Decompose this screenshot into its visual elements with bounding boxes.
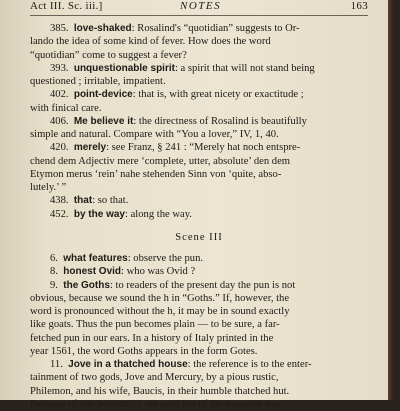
note-entry (30, 22, 368, 62)
note-line (30, 194, 368, 207)
note-lemma: the Goths (63, 279, 110, 291)
page-edge (388, 0, 394, 400)
note-number: 420. (50, 142, 74, 154)
note-line: chend dem Adjectiv mere ‘complete, utter, absolute’ den dem (30, 155, 291, 167)
note-line: lutely.’ ” (30, 182, 67, 193)
note-text: : the reference is to the enter- (187, 359, 312, 370)
note-line: tainment of two gods, Jove and Mercury, by a pious rustic, (30, 372, 279, 384)
note-text: : so that. (92, 195, 129, 207)
note-lemma: Me believe it (73, 115, 134, 127)
note-line (30, 208, 368, 221)
note-line: questioned ; irritable, impatient. (30, 76, 166, 87)
note-entry (30, 115, 368, 142)
note-line: like goats. Thus the pun becomes plain — to be sure, a far- (30, 319, 280, 331)
note-text: : who was Ovid ? (121, 266, 196, 278)
note-line (30, 358, 368, 371)
note-lemma: what features (63, 253, 128, 264)
note-line (30, 22, 368, 35)
note-number: 385. (50, 23, 74, 34)
note-number: 452. (50, 208, 74, 220)
note-lemma: Jove in a thatched house (68, 359, 188, 370)
note-line (30, 115, 368, 128)
note-line (30, 88, 368, 101)
note-entry (30, 279, 368, 359)
note-number: 402. (50, 89, 74, 101)
header-rule (30, 15, 368, 16)
notes-section-top (30, 22, 368, 221)
note-line (30, 252, 368, 265)
note-number: 438. (50, 195, 74, 207)
note-entry (30, 208, 368, 221)
note-line: Because of this hospitality the poor hut of the peasants was (30, 398, 281, 410)
note-line: year 1561, the word Goths appears in the form Gotes. (30, 345, 258, 357)
note-lemma: love-shaked (73, 23, 132, 34)
note-text: : a spirit that will not stand being (174, 62, 315, 74)
note-lemma: unquestionable spirit (73, 62, 175, 74)
note-entry (30, 194, 368, 207)
notes-section-bottom (30, 252, 368, 411)
note-text: : that is, with great nicety or exactitude ; (132, 89, 304, 101)
note-line: obvious, because we sound the h in “Goths.” If, however, the (30, 292, 290, 304)
note-text: : observe the pun. (127, 253, 204, 264)
note-line: word is pronounced without the h, it may be in sound exactly (30, 306, 290, 317)
note-number: 11. (50, 359, 69, 370)
scene-heading: Scene III (175, 231, 223, 243)
note-entry (30, 141, 368, 194)
page-content (30, 0, 368, 411)
note-line: “quotidian” come to suggest a fever? (30, 49, 187, 61)
note-number: 406. (50, 115, 74, 127)
note-line: simple and natural. Compare with “You a lover,” IV, 1, 40. (30, 129, 279, 140)
note-number: 8. (50, 266, 64, 278)
note-line: fetched pun in our ears. In a history of Italy printed in the (30, 332, 274, 344)
note-line: with finical care. (30, 102, 102, 114)
note-number: 9. (50, 279, 64, 291)
note-lemma: honest Ovid (63, 266, 122, 278)
note-text: : the directness of Rosalind is beautifully (133, 115, 307, 127)
note-entry (30, 88, 368, 115)
note-text: : see Franz, § 241 : “Merely hat noch entspre- (106, 142, 301, 154)
note-line: Etymon merus ‘rein’ nahe stehenden Sinn von ‘quite, abso- (30, 168, 282, 180)
note-lemma: point-device (73, 89, 133, 101)
note-line (30, 279, 368, 292)
header-act-scene: Act III. Sc. iii.] (30, 0, 103, 12)
note-line (30, 62, 368, 75)
page-number: 163 (350, 0, 368, 12)
note-lemma: that (73, 195, 93, 207)
note-line: lando the idea of some kind of fever. How does the word (30, 36, 271, 48)
note-entry (30, 252, 368, 265)
note-line: Philemon, and his wife, Baucis, in their humble thatched hut. (30, 385, 290, 397)
note-lemma: merely (73, 142, 107, 154)
note-entry (30, 62, 368, 89)
header-title: NOTES (180, 0, 222, 12)
note-number: 393. (50, 62, 74, 74)
note-lemma: by the way (73, 208, 125, 220)
note-text: : along the way. (124, 208, 192, 220)
running-header (30, 0, 368, 13)
note-text: : Rosalind's “quotidian” suggests to Or- (131, 23, 300, 34)
note-entry (30, 358, 368, 411)
note-number: 6. (50, 253, 64, 264)
note-entry (30, 265, 368, 278)
note-text: : to readers of the present day the pun is not (109, 279, 296, 291)
note-line (30, 141, 368, 154)
note-line (30, 265, 368, 278)
